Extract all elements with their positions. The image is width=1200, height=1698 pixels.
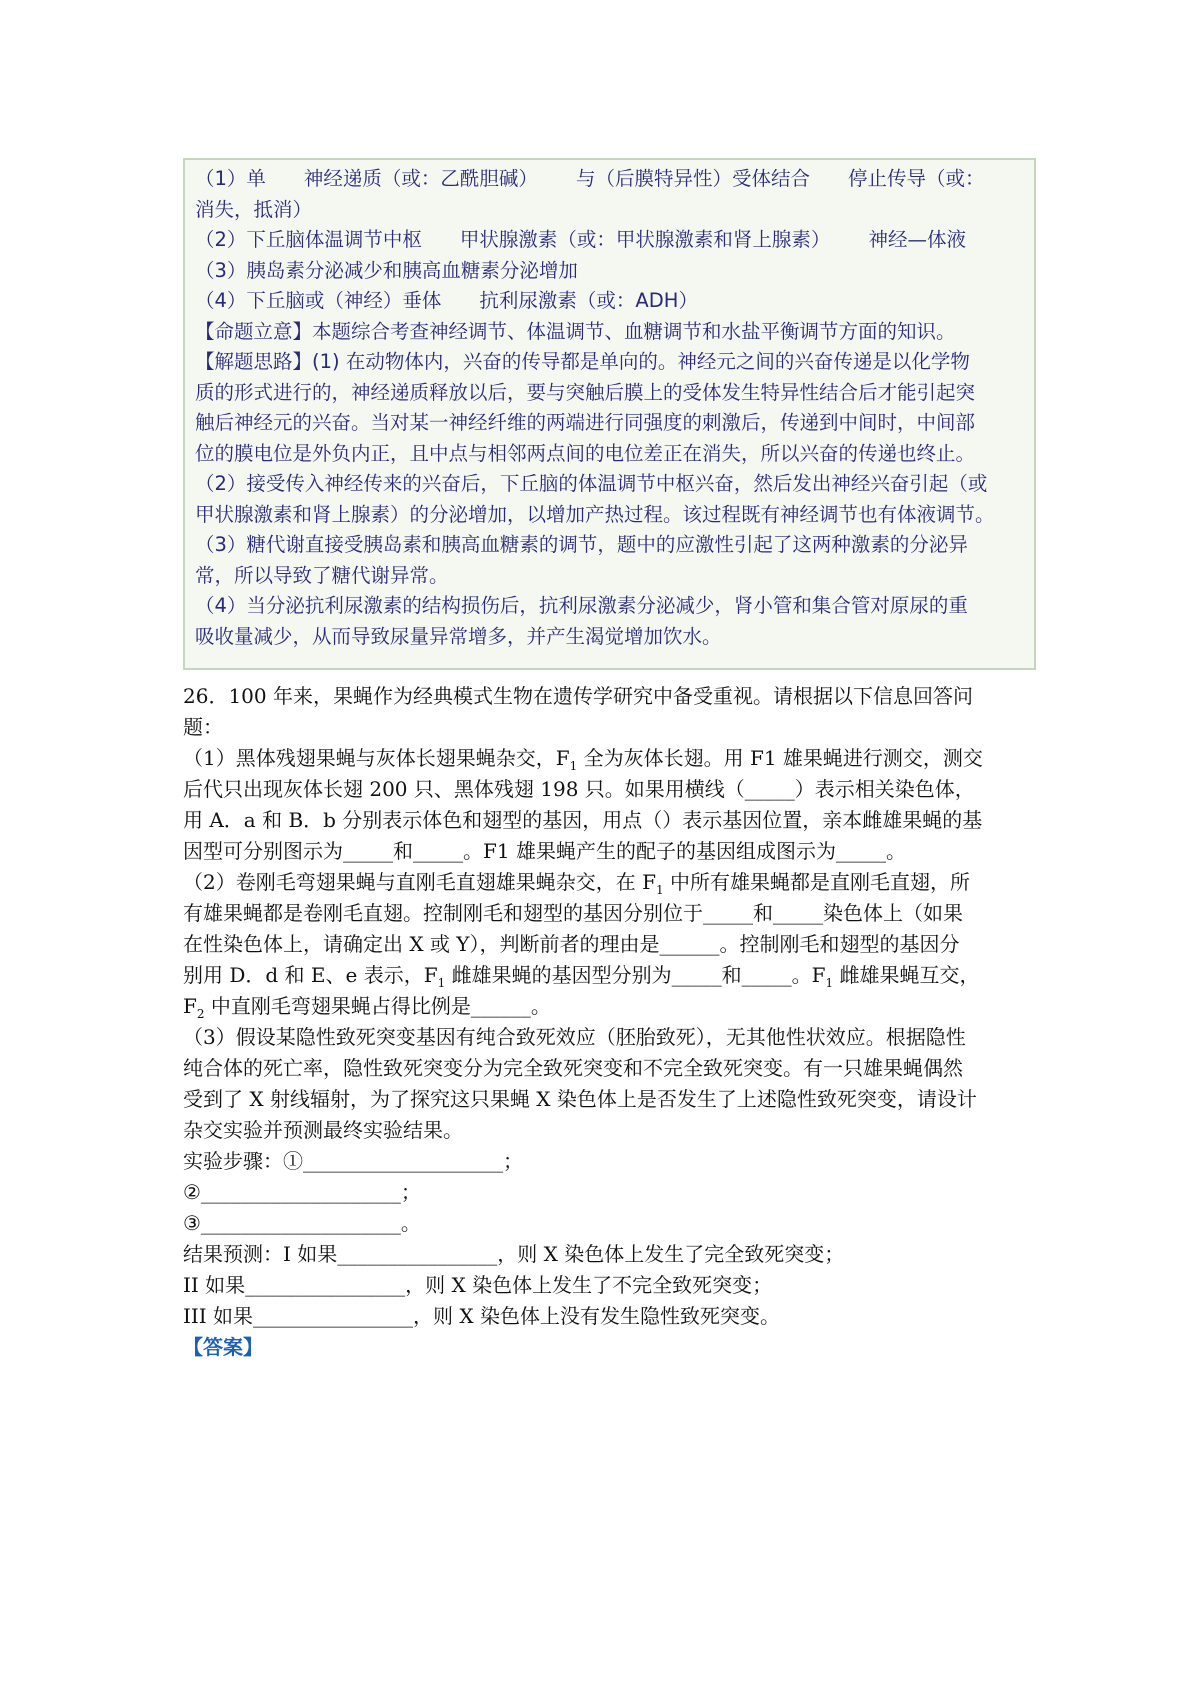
result-prediction: III 如果________________，则 X 染色体上没有发生隐性致死突变。 [183,1304,781,1328]
experiment-step: ③____________________。 [183,1211,421,1235]
answer-text: 与（后膜特异性）受体结合 [575,167,810,190]
part-1-line: （1）黑体残翅果蝇与灰体长翅果蝇杂交，$F_1$ 全为灰体长翅。用 F1 雄果蝇进行测交，测交 [183,746,983,773]
answer-line: 位的膜电位是外负内正，且中点与相邻两点间的电位差正在消失，所以兴奋的传递也终止。 [195,441,976,465]
answer-label: 【答案】 [183,1335,263,1359]
answer-line: 吸收量减少，从而导致尿量异常增多，并产生渴觉增加饮水。 [195,624,722,648]
answer-line: 质的形式进行的，神经递质释放以后，要与突触后膜上的受体发生特异性结合后才能引起突 [195,380,976,404]
question-intro: 题： [183,715,223,739]
answer-line: 【解题思路】(1) 在动物体内，兴奋的传导都是单向的。神经元之间的兴奋传递是以化学物 [195,350,970,373]
part-3-line: 纯合体的死亡率，隐性致死突变分为完全致死突变和不完全致死突变。有一只雄果蝇偶然 [183,1056,963,1080]
question-26 [183,681,1043,1363]
answer-line: （3）糖代谢直接受胰岛素和胰高血糖素的调节，题中的应激性引起了这两种激素的分泌异 [195,533,968,556]
result-prediction: II 如果________________，则 X 染色体上发生了不完全致死突变； [183,1273,773,1297]
result-prediction: 结果预测：I 如果________________，则 X 染色体上发生了完全致死突变； [183,1242,845,1266]
answer-line: 【命题立意】本题综合考查神经调节、体温调节、血糖调节和水盐平衡调节方面的知识。 [195,319,956,343]
part-2-line: 有雄果蝇都是卷刚毛直翅。控制刚毛和翅型的基因分别位于_____和_____染色体上（如果 [183,901,963,925]
part-3-line: 杂交实验并预测最终实验结果。 [183,1118,463,1142]
answer-text: 停止传导（或： [847,167,985,190]
answer-line: 甲状腺激素和肾上腺素）的分泌增加，以增加产热过程。该过程既有神经调节也有体液调节。 [195,502,995,526]
experiment-step: 实验步骤：①____________________； [183,1149,523,1173]
part-1-line: 因型可分别图示为_____和_____。F1 雄果蝇产生的配子的基因组成图示为_____。 [183,839,906,863]
answer-line: 触后神经元的兴奋。当对某一神经纤维的两端进行同强度的刺激后，传递到中间时，中间部 [195,411,976,434]
part-3-line: （3）假设某隐性致死突变基因有纯合致死效应（胚胎致死），无其他性状效应。根据隐性 [183,1025,966,1049]
answer-line: 常，所以导致了糖代谢异常。 [195,563,449,587]
part-2-line: 在性染色体上，请确定出 X 或 Y），判断前者的理由是______。控制刚毛和翅型的基因分 [183,932,960,956]
part-2-line: $F_2$ 中直刚毛弯翅果蝇占得比例是______。 [183,994,551,1021]
answer-line: （3）胰岛素分泌减少和胰高血糖素分泌增加 [195,258,578,282]
answer-line: （2）接受传入神经传来的兴奋后，下丘脑的体温调节中枢兴奋，然后发出神经兴奋引起（或 [195,472,988,495]
experiment-step: ②____________________； [183,1180,421,1204]
answer-line: （4）当分泌抗利尿激素的结构损伤后，抗利尿激素分泌减少，肾小管和集合管对原尿的重 [195,594,968,617]
answer-text: 神经递质（或：乙酰胆碱） [303,167,538,190]
answer-line: 消失，抵消） [195,197,313,221]
answer-explanation-image [183,158,1036,670]
part-2-line: （2）卷刚毛弯翅果蝇与直刚毛直翅雄果蝇杂交，在 $F_1$ 中所有雄果蝇都是直刚毛直翅，所 [183,870,970,897]
part-3-line: 受到了 X 射线辐射，为了探究这只果蝇 X 染色体上是否发生了上述隐性致死突变，请设计 [183,1087,977,1111]
part-1-line: 用 A．a 和 B．b 分别表示体色和翅型的基因，用点（）表示基因位置，亲本雌雄果蝇的基 [183,808,983,832]
answer-text: （1）单 [195,167,266,190]
answer-line: （2）下丘脑体温调节中枢 甲状腺激素（或：甲状腺激素和肾上腺素） 神经—体液 [195,228,966,251]
answer-line [195,164,1024,195]
part-1-line: 后代只出现灰体长翅 200 只、黑体残翅 198 只。如果用横线（_____）表示相关染色体， [183,777,975,801]
part-2-line: 别用 D．d 和 E、e 表示，$F_1$ 雌雄果蝇的基因型分别为_____和_____。$F_1$ 雌雄果蝇互交， [183,963,980,990]
answer-line: （4）下丘脑或（神经）垂体 抗利尿激素（或：ADH） [195,289,698,312]
question-intro: 26．100 年来，果蝇作为经典模式生物在遗传学研究中备受重视。请根据以下信息回答问 [183,684,973,708]
